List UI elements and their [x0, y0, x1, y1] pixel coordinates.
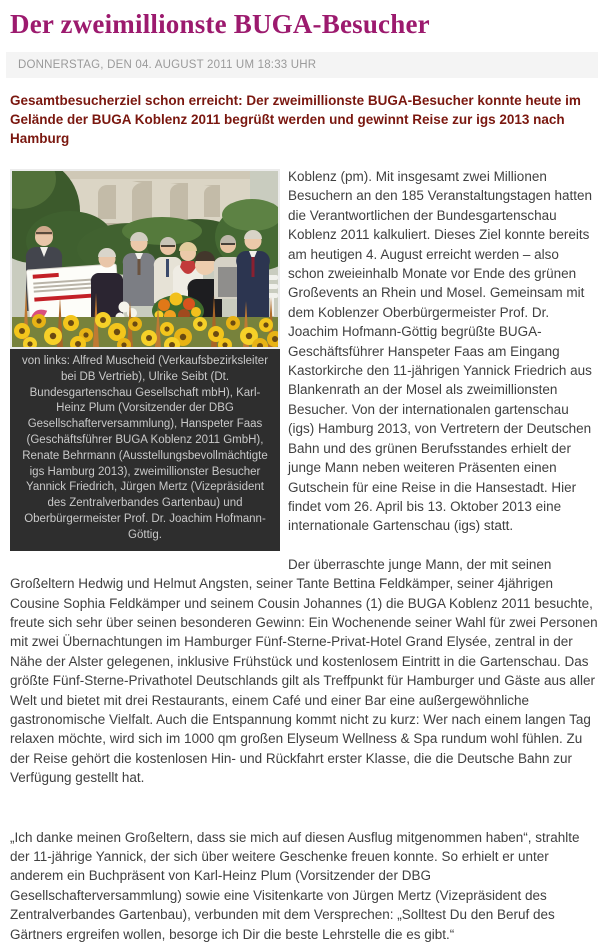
article-paragraph-3: „Ich danke meinen Großeltern, dass sie mich auf diesen Ausflug mitgenommen haben“, strahlte der 11-jährige Yannick, der sich über weitere Geschenke freuen konnte. So erhielt er unter anderem ein Buchpräsent von Karl-Heinz Plum (Vorsitzender der DBG Gesellschafterversammlung) sowie eine Visitenkarte von Jürgen Mertz (Vizepräsident des Zentralverbandes Gartenbau), verbunden mit dem Versprechen: „Solltest Du den Beruf des Gärtners ergreifen wollen, besorge ich Dir die beste Lehrstelle die es gibt.“: [10, 829, 580, 942]
article-photo-block: [10, 169, 280, 551]
article-photo: [10, 169, 280, 349]
article-lead: Gesamtbesucherziel schon erreicht: Der zweimillionste BUGA-Besucher konnte heute im Gelände der BUGA Koblenz 2011 begrüßt werden und gewinnt Reise zur igs 2013 nach Hamburg: [10, 93, 581, 146]
article-paragraph-1: Koblenz (pm). Mit insgesamt zwei Millionen Besuchern an den 185 Veranstaltungstagen hatten die Verantwortlichen der Bundesgartenschau Koblenz 2011 kalkuliert. Dieses Ziel konnte bereits am heutigen 4. August erreicht werden – also schon zweieinhalb Monate vor Ende des grünen Großevents an Rhein und Mosel. Gemeinsam mit dem Koblenzer Oberbürgermeister Prof. Dr. Joachim Hofmann-Göttig begrüßte BUGA-Geschäftsführer Hanspeter Faas am Eingang Kastorkirche den 11-jährigen Yannick Friedrich aus Blankenrath an der Mosel als zweimillionsten Besucher. Von der internationalen gartenschau (igs) Hamburg 2013, von Vertretern der Deutschen Bahn und des grünen Berufsstandes erhielt der junge Mann neben weiteren Präsenten einen Gutschein für eine Reise in die Hansestadt. Hier findet vom 26. April bis 13. Oktober 2013 eine internationale Gartenschau (igs) statt.: [288, 169, 592, 534]
article-title: Der zweimillionste BUGA-Besucher: [10, 9, 430, 39]
photo-caption: von links: Alfred Muscheid (Verkaufsbezirksleiter bei DB Vertrieb), Ulrike Seibt (Dt. Bundesgartenschau Gesellschaft mbH), Karl-Heinz Plum (Vorsitzender der DBG Gesellschafterversammlung), Hanspeter Faas (Geschäftsführer BUGA Koblenz 2011 GmbH), Renate Behrmann (Ausstellungsbevollmächtigte igs Hamburg 2013), zweimillionster Besucher Yannick Friedrich, Jürgen Mertz (Vizepräsident des Zentralverbandes Gartenbau) und Oberbürgermeister Prof. Dr. Joachim Hofmann-Göttig.: [10, 349, 280, 551]
group-photo-illustration: [12, 171, 278, 347]
article-date-text: DONNERSTAG, DEN 04. AUGUST 2011 UM 18:33 UHR: [18, 59, 317, 71]
article-paragraph-2: Der überraschte junge Mann, der mit seinen Großeltern Hedwig und Helmut Angsten, seiner Tante Bettina Feldkämper, seiner 4jährigen Cousine Sophia Feldkämper und seinem Cousin Johannes (1) die BUGA Koblenz 2011 besuchte, freute sich sehr über seinen besonderen Gewinn: Ein Wochenende seiner Wahl für zwei Personen mit zwei Übernachtungen im Hamburger Fünf-Sterne-Privat-Hotel Grand Elysée, zentral in der Nähe der Alster gelegenen, inklusive Frühstück und kostenlosem Eintritt in die Gartenschau. Das größte Fünf-Sterne-Privathotel Deutschlands gilt als Treffpunkt für Hamburger und Gäste aus aller Welt und bietet mit drei Restaurants, einem Café und einer Bar eine außergewöhnliche gastronomische Vielfalt. Auch die Entspannung kommt nicht zu kurz: Wer nach einem langen Tag relaxen möchte, wird sich im 1000 qm großen Elyseum Wellness & Spa rundum wohl fühlen. Zu der Reise gehört die kostenlosen Hin- und Rückfahrt erster Klasse, die die Deutsche Bahn zur Verfügung gestellt hat.: [10, 556, 598, 786]
article-body: [10, 167, 598, 944]
article-date-bar: [6, 52, 598, 78]
